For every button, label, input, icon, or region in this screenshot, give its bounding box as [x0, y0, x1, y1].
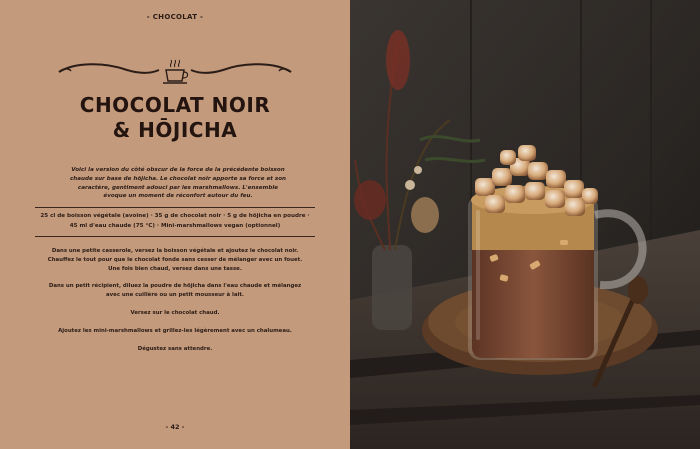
cup-ornament-icon: [55, 58, 295, 86]
ingredients-top-rule: [35, 207, 315, 208]
recipe-title-line2: & HŌJICHA: [112, 118, 238, 142]
ingredients-list: 25 cl de boisson végétale (avoine) · 35 g de chocolat noir · 5 g de hōjicha en poudre · 45 ml d'eau chaude (75 °C) · Mini-marshmallows vegan (optionnel): [40, 213, 310, 229]
recipe-intro: Voici la version du côté obscur de la force de la précédente boisson chaude sur base de hōjicha. Le chocolat noir apporte sa force et son caractère, gentiment adouci par les marshmallows. L'ensemble évoque un moment de réconfort autour du feu.: [69, 167, 287, 200]
recipe-step: Dans un petit récipient, diluez la poudre de hōjicha dans l'eau chaude et mélangez avec une cuillère ou un petit mousseur à lait.: [48, 283, 302, 299]
recipe-title-line1: CHOCOLAT NOIR: [79, 93, 271, 117]
photo-page: [350, 0, 700, 449]
recipe-step: Dans une petite casserole, versez la boisson végétale et ajoutez le chocolat noir. Chauffez le tout pour que le chocolat fonde sans cesser de mélanger avec un fouet. Une fois bien chaud, versez dans une tasse.: [47, 248, 303, 272]
recipe-title: [0, 93, 350, 143]
section-label: - CHOCOLAT -: [146, 13, 204, 21]
hot-chocolate-photo: [350, 0, 700, 449]
recipe-step: Dégustez sans attendre.: [137, 345, 213, 352]
recipe-step: Ajoutez les mini-marshmallows et grillez-les légèrement avec un chalumeau.: [58, 327, 292, 334]
page-number: - 42 -: [165, 423, 185, 431]
recipe-step: Versez sur le chocolat chaud.: [130, 309, 220, 316]
ingredients-bottom-rule: [35, 236, 315, 237]
recipe-steps: [45, 247, 305, 362]
